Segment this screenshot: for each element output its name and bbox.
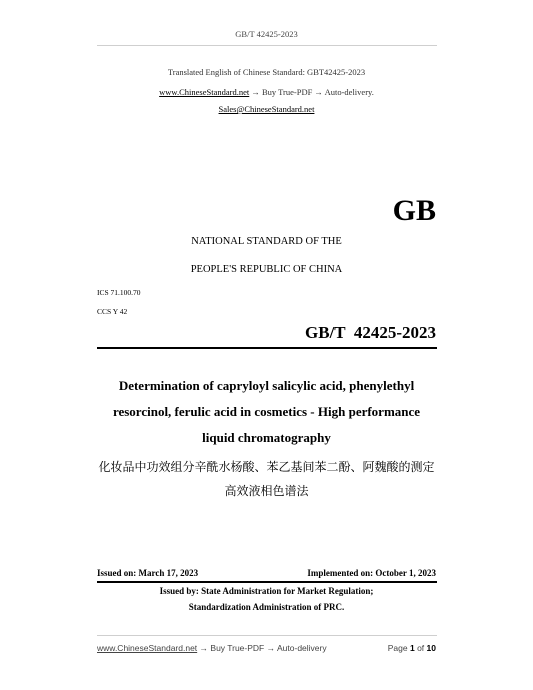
page-total: 10 [426, 643, 436, 653]
header-divider [97, 45, 437, 46]
page-of: of [417, 643, 425, 653]
gb-mark: GB [392, 194, 436, 227]
title-zh-line2: 高效液相色谱法 [224, 484, 309, 498]
title-rule [97, 347, 437, 349]
title-en-line2: resorcinol, ferulic acid in cosmetics - High performance [112, 404, 421, 419]
page-current: 1 [409, 643, 415, 653]
footer-divider [97, 635, 437, 636]
page-label: Page [387, 643, 408, 653]
running-header: GB/T 42425-2023 [235, 29, 298, 39]
footer-purchase-line [97, 643, 327, 653]
ics-code: ICS 71.100.70 [97, 288, 141, 297]
implemented-date: Implemented on: October 1, 2023 [307, 568, 436, 578]
footer-site-link[interactable]: www.ChineseStandard.net [97, 643, 198, 653]
standard-number: GB/T 42425-2023 [305, 323, 436, 342]
buy-text: → Buy True-PDF → Auto-delivery. [249, 87, 374, 97]
title-en-line3: liquid chromatography [202, 430, 331, 445]
title-en-line1: Determination of capryloyl salicylic acid, phenylethyl [118, 378, 415, 393]
dates-rule [97, 581, 437, 583]
purchase-line [0, 87, 533, 97]
site-link[interactable]: www.ChineseStandard.net [159, 87, 250, 97]
issued-date: Issued on: March 17, 2023 [97, 568, 199, 578]
sales-email-link[interactable]: Sales@ChineseStandard.net [218, 104, 315, 114]
issuer-line1: Issued by: State Administration for Market Regulation; [159, 586, 374, 596]
title-zh-line1: 化妆品中功效组分辛酰水杨酸、苯乙基间苯二酚、阿魏酸的测定 [98, 460, 435, 474]
national-title-line1: NATIONAL STANDARD OF THE [191, 236, 342, 247]
sales-line [0, 104, 533, 114]
ccs-code: CCS Y 42 [97, 307, 128, 316]
footer-buy-text: → Buy True-PDF → Auto-delivery [197, 643, 327, 653]
page-indicator [388, 643, 436, 653]
translation-note: Translated English of Chinese Standard: GBT42425-2023 [167, 67, 366, 77]
national-title-line2: PEOPLE'S REPUBLIC OF CHINA [190, 264, 343, 275]
issuer-line2: Standardization Administration of PRC. [188, 602, 345, 612]
